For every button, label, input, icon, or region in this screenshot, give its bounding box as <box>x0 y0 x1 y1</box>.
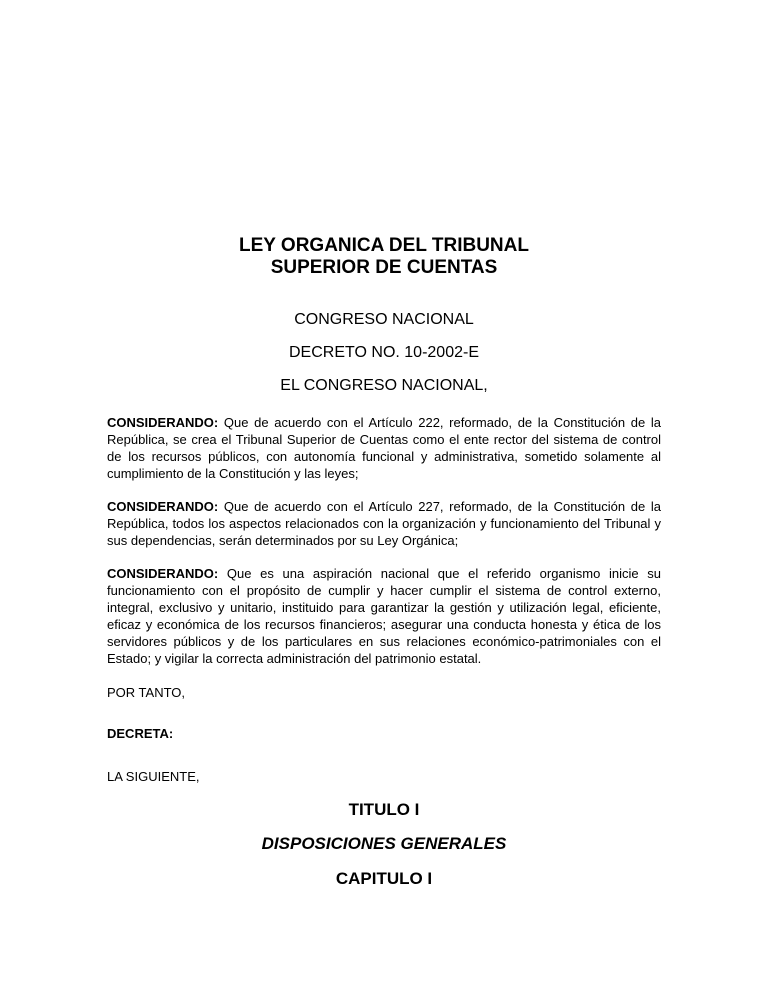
decreta-line: DECRETA: <box>107 726 174 741</box>
considerando-text: Que de acuerdo con el Artículo 227, reformado, de la Constitución de la República, todos los aspectos relacionados con la organización y funcionamiento del Tribunal y sus dependencias, serán determinados por su Ley Orgánica; <box>107 499 661 548</box>
considerando-text: Que de acuerdo con el Artículo 222, reformado, de la Constitución de la República, se crea el Tribunal Superior de Cuentas como el ente rector del sistema de control de los recursos públicos, con autonomía funcional y administrativa, sometido solamente al cumplimiento de la Constitución y las leyes; <box>107 415 661 481</box>
por-tanto-line: POR TANTO, <box>107 685 186 700</box>
issuer-line: CONGRESO NACIONAL <box>294 311 474 328</box>
titulo-heading: TITULO I <box>348 800 420 819</box>
considerando-label: CONSIDERANDO: <box>107 415 219 430</box>
decree-number: DECRETO NO. 10-2002-E <box>289 344 479 361</box>
considerando-paragraph-2 <box>107 498 661 549</box>
document-title-line-2: SUPERIOR DE CUENTAS <box>270 257 498 278</box>
capitulo-heading: CAPITULO I <box>335 869 433 888</box>
considerando-text: Que es una aspiración nacional que el referido organismo inicie su funcionamiento con el propósito de cumplir y hacer cumplir el sistema de control externo, integral, exclusivo y unitario, instituido para garantizar la gestión y utilización legal, eficiente, eficaz y económica de los recursos financieros; asegurar una conducta honesta y ética de los servidores públicos y de los particulares en sus relaciones económico-patrimoniales con el Estado; y vigilar la correcta administración del patrimonio estatal. <box>107 566 661 666</box>
document-title-line-1: LEY ORGANICA DEL TRIBUNAL <box>239 235 529 256</box>
considerando-paragraph-1 <box>107 414 661 482</box>
titulo-subtitle: DISPOSICIONES GENERALES <box>261 834 507 853</box>
considerando-paragraph-3 <box>107 565 661 667</box>
la-siguiente-line: LA SIGUIENTE, <box>107 769 200 784</box>
enacting-body: EL CONGRESO NACIONAL, <box>280 377 488 394</box>
considerando-label: CONSIDERANDO: <box>107 499 219 514</box>
considerando-label: CONSIDERANDO: <box>107 566 219 581</box>
